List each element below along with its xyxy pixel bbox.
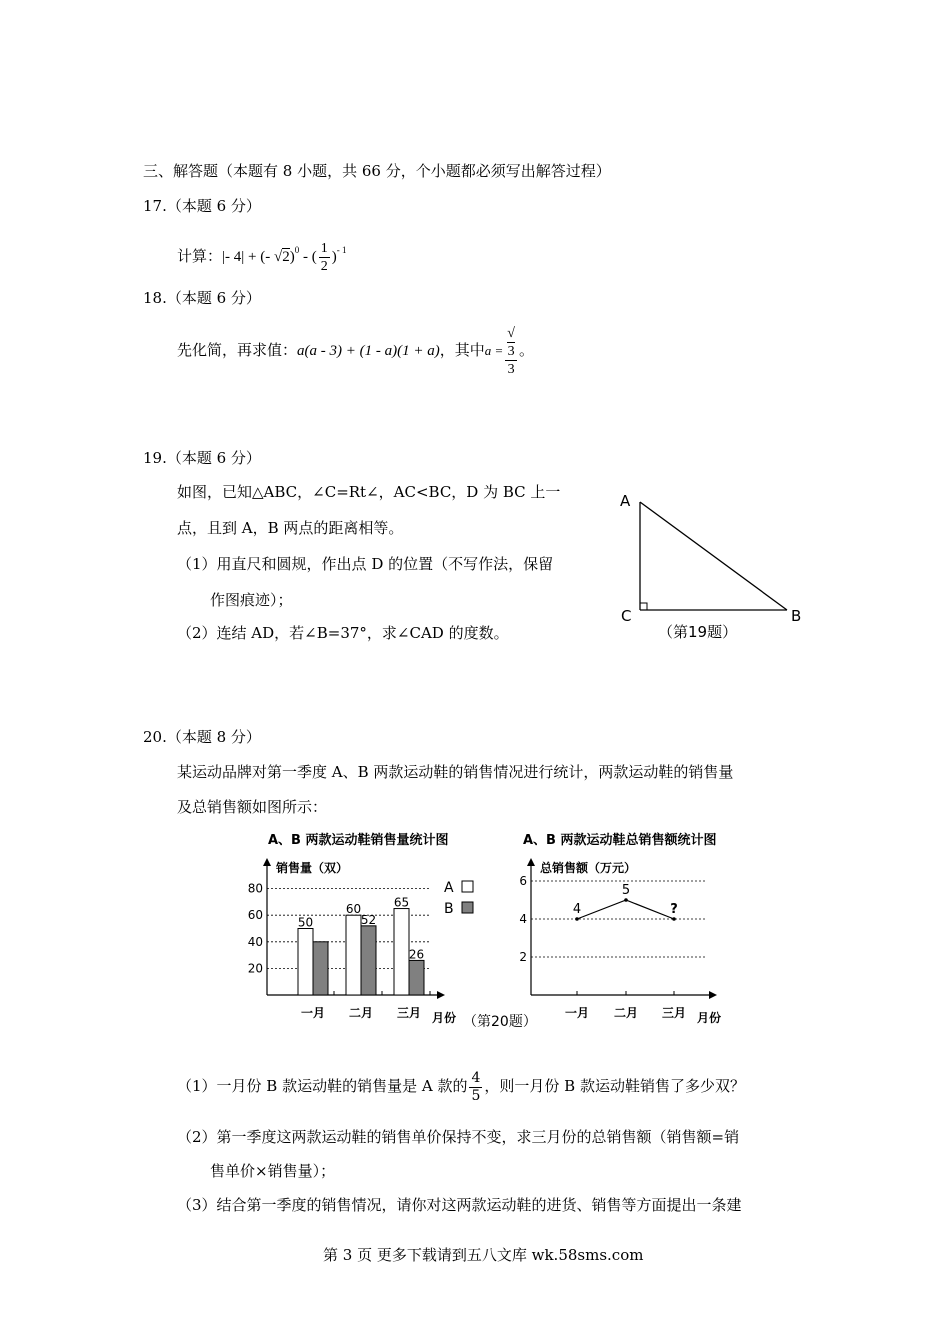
bar-category-label: 二月 [348, 1006, 374, 1020]
legend-a-label: A [444, 880, 454, 896]
q18-header: 18.（本题 6 分） [143, 289, 261, 307]
line-y-label: 总销售额（万元） [540, 861, 637, 875]
q20-header: 20.（本题 8 分） [143, 728, 261, 746]
q19-line2: 点，且到 A，B 两点的距离相等。 [177, 519, 404, 537]
q18-fraction [505, 325, 517, 378]
bar-value-label: 26 [408, 947, 425, 962]
sales-volume-bar-chart [240, 850, 490, 1025]
bar-b [313, 942, 328, 995]
q18-end: 。 [518, 342, 534, 359]
q17-exp-neg1: - 1 [336, 245, 347, 255]
bar-category-label: 一月 [300, 1006, 326, 1020]
figure20-caption: （第20题） [463, 1014, 537, 1030]
vertex-b-label: B [791, 607, 802, 625]
line-category-label: 三月 [661, 1006, 687, 1020]
bar-x-arrow [437, 991, 445, 999]
section-heading: 三、解答题（本题有 8 小题，共 66 分，个小题都必须写出解答过程） [143, 162, 611, 180]
q17-fraction [319, 240, 330, 275]
q18-frac-den: 3 [507, 362, 515, 377]
bar-y-label: 销售量（双） [276, 861, 349, 875]
bar-a [394, 909, 409, 995]
line-point [672, 917, 676, 921]
vertex-c-label: C [621, 607, 632, 625]
q19-triangle-figure [610, 485, 820, 645]
q17-close2: ) [331, 249, 337, 265]
line-y-arrow [527, 858, 535, 866]
side-ab [640, 502, 787, 610]
q20-line1: 某运动品牌对第一季度 A、B 两款运动鞋的销售情况进行统计，两款运动鞋的销售量 [177, 763, 734, 781]
q20-sub1-fraction [469, 1070, 482, 1105]
q18-sqrt-arg: 3 [507, 344, 515, 359]
line-value-label: 4 [572, 902, 582, 917]
figure19-caption: （第19题） [658, 623, 738, 641]
q17-frac-den: 2 [320, 259, 328, 275]
q20-sub1-frac-num: 4 [471, 1069, 481, 1086]
q18-frac-num: √ 3 [507, 326, 515, 359]
bar-value-label: 50 [297, 915, 314, 930]
bar-y-arrow [263, 858, 271, 866]
bar-y-tick-label: 60 [247, 908, 263, 923]
line-y-tick-label: 4 [519, 912, 527, 926]
q17-close: ) [289, 249, 295, 265]
q20-sub1-text-a: （1）一月份 B 款运动鞋的销售量是 A 款的 [177, 1077, 468, 1095]
bar-y-tick-label: 80 [247, 881, 263, 896]
bar-x-label: 月份 [432, 1011, 457, 1025]
line-category-label: 二月 [613, 1006, 639, 1020]
line-y-tick-label: 2 [519, 950, 527, 964]
line-value-label: ? [670, 902, 678, 917]
line-value-label: 5 [621, 883, 631, 898]
q18-a-eq: a = [484, 342, 504, 358]
vertex-a-label: A [620, 492, 631, 510]
bar-value-label: 52 [360, 912, 377, 927]
line-category-label: 一月 [564, 1006, 590, 1020]
bar-a [346, 915, 361, 995]
q19-line1: 如图，已知△ABC，∠C=Rt∠，AC<BC，D 为 BC 上一 [177, 483, 561, 501]
q18-prompt: 先化简，再求值： [177, 342, 298, 359]
q18-mid: ，其中 [439, 342, 485, 359]
legend-b-label: B [444, 901, 454, 917]
bar-y-tick-label: 40 [247, 934, 263, 949]
q19-line4: 作图痕迹）； [210, 591, 293, 609]
q20-sub3: （3）结合第一季度的销售情况，请你对这两款运动鞋的进货、销售等方面提出一条建 [177, 1196, 742, 1214]
q18-expression [177, 325, 534, 378]
bar-category-label: 三月 [396, 1006, 422, 1020]
q19-line5: （2）连结 AD，若∠B=37°，求∠CAD 的度数。 [177, 624, 509, 642]
bar-a [298, 929, 313, 996]
q17-plus: + (- [244, 249, 274, 265]
q20-sub2-line2: 售单价×销售量）； [210, 1162, 336, 1180]
line-y-tick-label: 6 [519, 874, 527, 888]
q17-prompt: 计算： [177, 249, 223, 265]
bar-value-label: 60 [345, 902, 362, 917]
bar-chart-title: A、B 两款运动鞋销售量统计图 [268, 833, 449, 848]
legend-a-swatch [462, 881, 473, 892]
q17-expression: 计算：|- 4| + (- √2)$^0$ - ( $\frac{1}{2}$ )$^{- 1}$ [177, 241, 347, 275]
bar-b [361, 926, 376, 995]
bar-b [409, 960, 424, 995]
q17-frac-num: 1 [320, 241, 328, 257]
q18-expr: a(a - 3) + (1 - a)(1 + a) [297, 342, 440, 359]
q20-line2: 及总销售额如图所示： [177, 798, 328, 816]
total-sales-line [577, 900, 674, 919]
q17-sqrt-arg: 2 [282, 249, 290, 265]
line-x-arrow [709, 991, 717, 999]
bar-value-label: 65 [393, 895, 410, 910]
q20-sub1-text-b: ，则一月份 B 款运动鞋销售了多少双？ [484, 1077, 745, 1095]
line-point [575, 917, 579, 921]
total-sales-line-chart [500, 850, 735, 1025]
q17-header: 17.（本题 6 分） [143, 197, 261, 215]
legend-b-swatch [462, 902, 473, 913]
q20-sub1-frac-den: 5 [471, 1087, 481, 1104]
right-angle-mark [640, 603, 647, 610]
bar-y-tick-label: 20 [247, 961, 263, 976]
q20-sub1 [177, 1066, 745, 1106]
q17-sqrt: √2 [274, 249, 290, 265]
line-chart-title: A、B 两款运动鞋总销售额统计图 [523, 833, 717, 848]
q19-header: 19.（本题 6 分） [143, 449, 261, 467]
q19-line3: （1）用直尺和圆规，作出点 D 的位置（不写作法，保留 [177, 555, 554, 573]
line-point [624, 898, 628, 902]
q17-exp0: 0 [294, 245, 300, 255]
q17-minus: - ( [299, 249, 317, 265]
q20-sub2-line1: （2）第一季度这两款运动鞋的销售单价保持不变，求三月份的总销售额（销售额=销 [177, 1128, 740, 1146]
q17-abs-content: - 4 [225, 249, 242, 265]
page-footer: 第 3 页 更多下载请到五八文库 wk.58sms.com [323, 1246, 644, 1264]
line-x-label: 月份 [697, 1011, 722, 1025]
